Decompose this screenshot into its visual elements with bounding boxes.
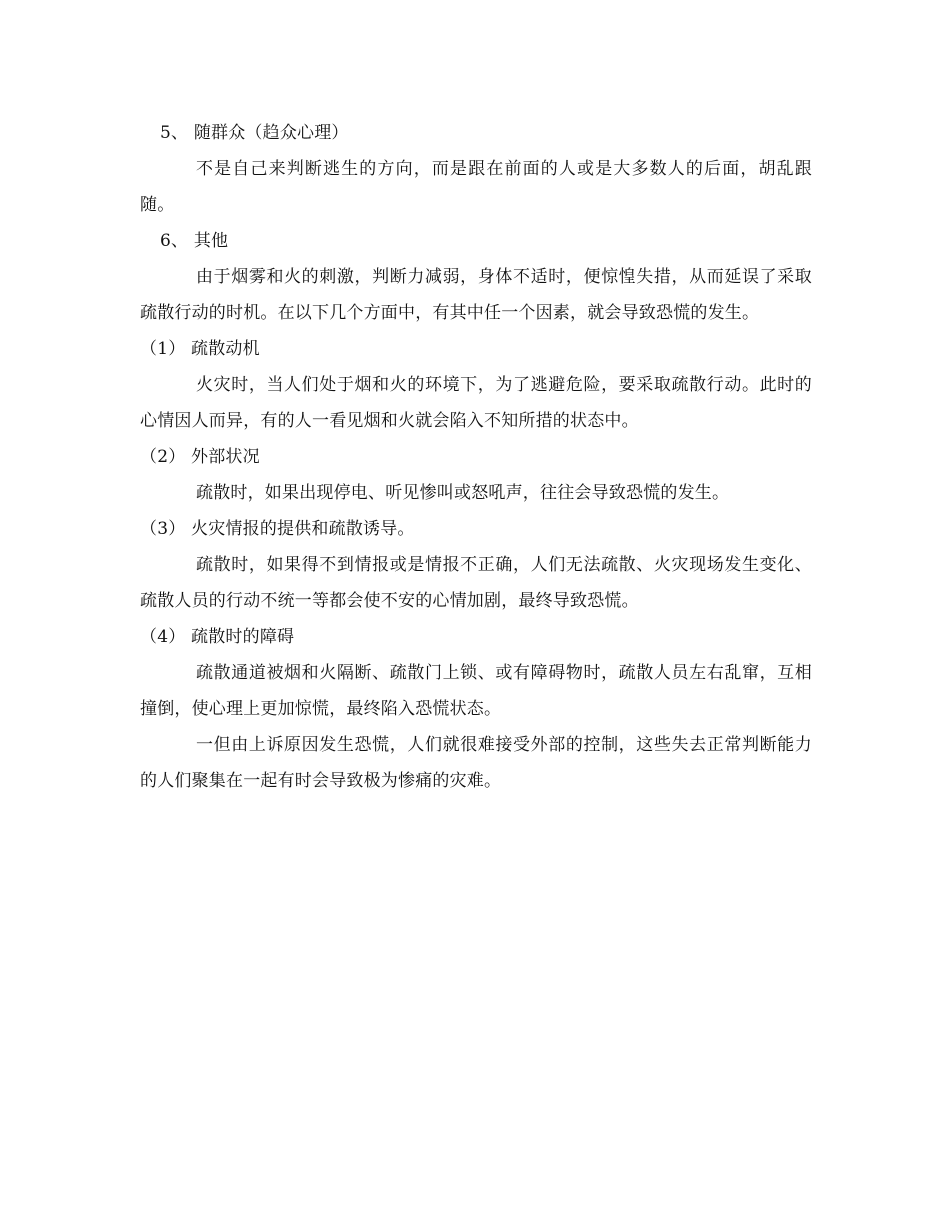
document-body — [140, 115, 812, 799]
subheading-4: （4） 疏散时的障碍 — [140, 627, 295, 647]
paragraph-external-conditions: 疏散时，如果出现停电、听见惨叫或怒吼声，往往会导致恐慌的发生。 — [196, 483, 730, 503]
paragraph-fire-information: 疏散时，如果得不到情报或是情报不正确，人们无法疏散、火灾现场发生变化、疏散人员的行动不统一等都会使不安的心情加剧，最终导致恐慌。 — [140, 555, 812, 611]
paragraph-follow-crowd: 不是自己来判断逃生的方向，而是跟在前面的人或是大多数人的后面，胡乱跟随。 — [140, 159, 812, 215]
subheading-3: （3） 火灾情报的提供和疏散诱导。 — [140, 519, 415, 539]
paragraph-evacuation-obstacles: 疏散通道被烟和火隔断、疏散门上锁、或有障碍物时，疏散人员左右乱窜，互相撞倒，使心理上更加惊慌，最终陷入恐慌状态。 — [140, 663, 812, 719]
subheading-1: （1） 疏散动机 — [140, 339, 260, 359]
paragraph-evacuation-motive: 火灾时，当人们处于烟和火的环境下，为了逃避危险，要采取疏散行动。此时的心情因人而异，有的人一看见烟和火就会陷入不知所措的状态中。 — [140, 375, 812, 431]
paragraph-conclusion: 一但由上诉原因发生恐慌，人们就很难接受外部的控制，这些失去正常判断能力的人们聚集在一起有时会导致极为惨痛的灾难。 — [140, 735, 812, 791]
paragraph-other-causes: 由于烟雾和火的刺激，判断力减弱，身体不适时，便惊惶失措，从而延误了采取疏散行动的时机。在以下几个方面中，有其中任一个因素，就会导致恐慌的发生。 — [140, 267, 812, 323]
subheading-2: （2） 外部状况 — [140, 447, 260, 467]
section-heading-6: 6、 其他 — [160, 231, 229, 251]
section-heading-5: 5、 随群众（趋众心理） — [160, 123, 349, 143]
